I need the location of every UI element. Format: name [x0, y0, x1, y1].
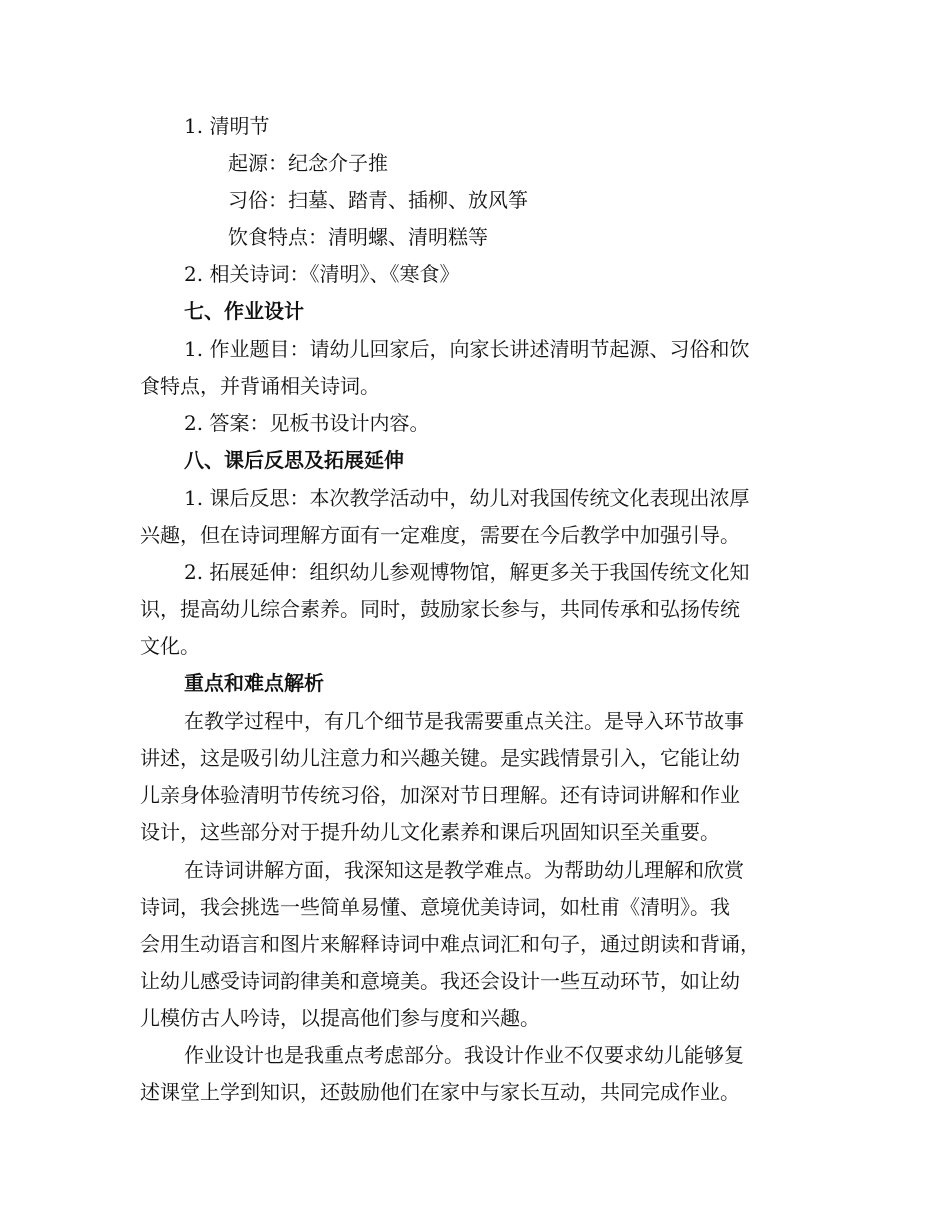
reflection-heading: 八、课后反思及拓展延伸: [184, 448, 404, 472]
analysis-p3-line-2: 述课堂上学到知识，还鼓励他们在家中与家长互动，共同完成作业。: [140, 1080, 740, 1104]
reflection-item-1-line-1: 1. 课后反思：本次教学活动中，幼儿对我国传统文化表现出浓厚: [184, 486, 750, 510]
analysis-p1-line-2: 讲述，这是吸引幼儿注意力和兴趣关键。是实践情景引入，它能让幼: [140, 746, 740, 770]
board-origin: 起源：纪念介子推: [228, 151, 388, 175]
homework-heading: 七、作业设计: [184, 299, 304, 323]
reflection-item-1-line-2: 兴趣，但在诗词理解方面有一定难度，需要在今后教学中加强引导。: [140, 523, 740, 547]
reflection-item-2-line-3: 文化。: [140, 634, 200, 658]
homework-item-1-line-1: 1. 作业题目：请幼儿回家后，向家长讲述清明节起源、习俗和饮: [184, 337, 750, 361]
analysis-p2-line-1: 在诗词讲解方面，我深知这是教学难点。为帮助幼儿理解和欣赏: [184, 858, 744, 882]
analysis-p1-line-1: 在教学过程中，有几个细节是我需要重点关注。是导入环节故事: [184, 709, 744, 733]
analysis-p2-line-5: 儿模仿古人吟诗，以提高他们参与度和兴趣。: [140, 1006, 540, 1030]
board-customs: 习俗：扫墓、踏青、插柳、放风筝: [228, 188, 528, 212]
homework-item-2: 2. 答案：见板书设计内容。: [184, 411, 430, 435]
analysis-heading: 重点和难点解析: [184, 671, 324, 695]
analysis-p2-line-3: 会用生动语言和图片来解释诗词中难点词汇和句子，通过朗读和背诵，: [140, 932, 760, 956]
reflection-item-2-line-1: 2. 拓展延伸：组织幼儿参观博物馆，解更多关于我国传统文化知: [184, 560, 750, 584]
board-food: 饮食特点：清明螺、清明糕等: [228, 225, 488, 249]
reflection-item-2-line-2: 识，提高幼儿综合素养。同时，鼓励家长参与，共同传承和弘扬传统: [140, 597, 740, 621]
analysis-p2-line-2: 诗词，我会挑选一些简单易懂、意境优美诗词，如杜甫《清明》。我: [140, 895, 730, 919]
homework-item-1-line-2: 食特点，并背诵相关诗词。: [140, 374, 380, 398]
board-item-1-title: 1. 清明节: [184, 114, 270, 138]
analysis-p2-line-4: 让幼儿感受诗词韵律美和意境美。我还会设计一些互动环节，如让幼: [140, 969, 740, 993]
analysis-p3-line-1: 作业设计也是我重点考虑部分。我设计作业不仅要求幼儿能够复: [184, 1043, 744, 1067]
board-item-2: 2. 相关诗词：《清明》、《寒食》: [184, 262, 460, 286]
analysis-p1-line-3: 儿亲身体验清明节传统习俗，加深对节日理解。还有诗词讲解和作业: [140, 783, 740, 807]
analysis-p1-line-4: 设计，这些部分对于提升幼儿文化素养和课后巩固知识至关重要。: [140, 820, 720, 844]
